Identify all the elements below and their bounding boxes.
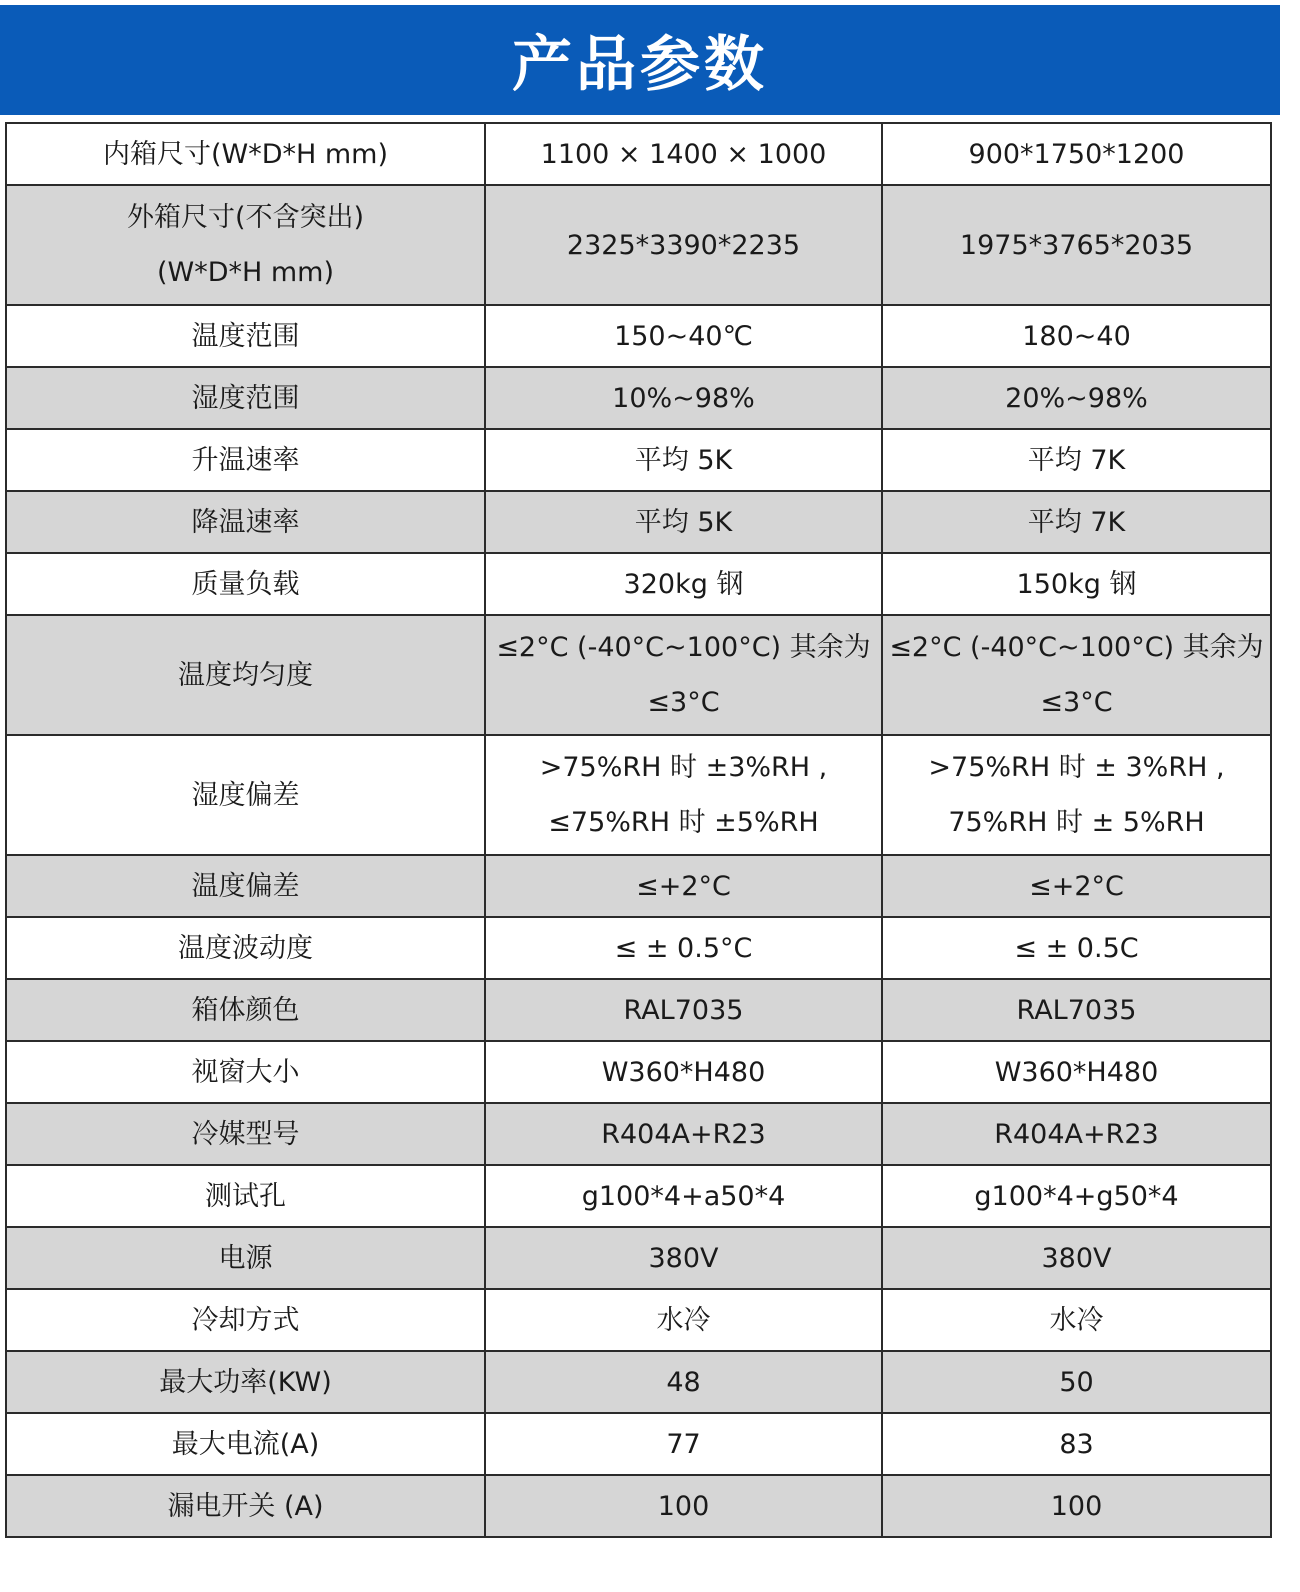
model-2-value-cell — [882, 1041, 1271, 1103]
cell-text: 温度波动度 — [178, 932, 313, 964]
cell-text: 平均 7K — [1027, 444, 1126, 476]
cell-text: 测试孔 — [205, 1180, 286, 1212]
table-row — [6, 123, 1271, 185]
cell-text: 100 — [657, 1490, 710, 1522]
param-label-cell — [6, 735, 485, 855]
cell-text: W360*H480 — [601, 1056, 766, 1088]
cell-text: 83 — [1059, 1428, 1094, 1460]
cell-text: 质量负载 — [191, 568, 300, 600]
param-label-cell — [6, 553, 485, 615]
model-1-value-cell — [485, 615, 882, 735]
model-1-value-cell — [485, 491, 882, 553]
cell-text: 冷媒型号 — [191, 1118, 300, 1150]
page-title: 产品参数 — [512, 30, 768, 100]
cell-text: R404A+R23 — [601, 1118, 766, 1150]
table-row — [6, 735, 1271, 855]
spec-table-container — [5, 122, 1270, 1538]
model-2-value-cell — [882, 553, 1271, 615]
cell-text: 100 — [1050, 1490, 1103, 1522]
cell-text: 2325*3390*2235 — [566, 229, 801, 261]
model-1-value-cell — [485, 553, 882, 615]
model-1-value-cell — [485, 735, 882, 855]
cell-text: 水冷 — [1049, 1304, 1104, 1336]
cell-text: 380V — [648, 1242, 719, 1274]
param-label-cell — [6, 429, 485, 491]
cell-text: 内箱尺寸(W*D*H mm) — [102, 138, 389, 170]
cell-text: ≤2°C (-40°C~100°C) 其余为 — [496, 632, 871, 663]
cell-text: 冷却方式 — [191, 1304, 300, 1336]
table-row — [6, 491, 1271, 553]
model-2-value-cell — [882, 1475, 1271, 1537]
table-row — [6, 1351, 1271, 1413]
cell-text: g100*4+g50*4 — [974, 1180, 1179, 1212]
model-1-value-cell — [485, 855, 882, 917]
model-2-value-cell — [882, 305, 1271, 367]
param-label-cell — [6, 367, 485, 429]
cell-text: 10%~98% — [612, 382, 755, 414]
model-1-value-cell — [485, 917, 882, 979]
cell-text: 50 — [1059, 1366, 1094, 1398]
model-2-value-cell — [882, 1103, 1271, 1165]
param-label-cell — [6, 1413, 485, 1475]
model-2-value-cell — [882, 123, 1271, 185]
table-row — [6, 305, 1271, 367]
cell-text: 380V — [1041, 1242, 1112, 1274]
cell-text: 降温速率 — [191, 506, 300, 538]
model-1-value-cell — [485, 979, 882, 1041]
cell-text: 箱体颜色 — [191, 994, 300, 1026]
cell-text: 77 — [666, 1428, 701, 1460]
cell-text: 湿度偏差 — [191, 779, 300, 811]
model-2-value-cell — [882, 1413, 1271, 1475]
param-label-cell — [6, 917, 485, 979]
cell-text: >75%RH 时 ±3%RH , — [539, 752, 828, 783]
model-1-value-cell — [485, 429, 882, 491]
model-1-value-cell — [485, 1413, 882, 1475]
cell-text: 温度范围 — [191, 320, 300, 352]
param-label-cell — [6, 1351, 485, 1413]
param-label-cell — [6, 979, 485, 1041]
model-2-value-cell — [882, 615, 1271, 735]
spec-table — [5, 122, 1272, 1538]
cell-text: 最大功率(KW) — [159, 1366, 332, 1398]
param-label-cell — [6, 185, 485, 305]
cell-text: 320kg 钢 — [623, 568, 744, 600]
param-label-cell — [6, 305, 485, 367]
table-row — [6, 979, 1271, 1041]
cell-text: RAL7035 — [1016, 994, 1137, 1026]
model-2-value-cell — [882, 979, 1271, 1041]
param-label-cell — [6, 491, 485, 553]
cell-text: 150kg 钢 — [1016, 568, 1137, 600]
cell-text: ≤ ± 0.5C — [1014, 932, 1139, 964]
cell-text: 电源 — [218, 1242, 273, 1274]
cell-text: 900*1750*1200 — [968, 138, 1185, 170]
model-2-value-cell — [882, 735, 1271, 855]
table-row — [6, 1475, 1271, 1537]
cell-text: 温度偏差 — [191, 870, 300, 902]
model-1-value-cell — [485, 1289, 882, 1351]
table-row — [6, 1165, 1271, 1227]
model-1-value-cell — [485, 1103, 882, 1165]
model-2-value-cell — [882, 429, 1271, 491]
param-label-cell — [6, 123, 485, 185]
cell-text: 温度均匀度 — [178, 659, 313, 691]
cell-text: 升温速率 — [191, 444, 300, 476]
cell-text: 1100 × 1400 × 1000 — [540, 138, 827, 170]
model-2-value-cell — [882, 367, 1271, 429]
model-2-value-cell — [882, 1289, 1271, 1351]
cell-text: 1975*3765*2035 — [959, 229, 1194, 261]
cell-text: 48 — [666, 1366, 701, 1398]
cell-text: ≤3°C — [647, 687, 720, 718]
param-label-cell — [6, 1289, 485, 1351]
cell-text: ≤+2°C — [636, 870, 731, 902]
param-label-cell — [6, 1227, 485, 1289]
cell-text: 视窗大小 — [191, 1056, 300, 1088]
table-row — [6, 855, 1271, 917]
table-row — [6, 615, 1271, 735]
param-label-cell — [6, 1165, 485, 1227]
table-row — [6, 1227, 1271, 1289]
model-1-value-cell — [485, 1475, 882, 1537]
model-2-value-cell — [882, 917, 1271, 979]
table-row — [6, 1103, 1271, 1165]
cell-text: 20%~98% — [1005, 382, 1148, 414]
param-label-cell — [6, 855, 485, 917]
cell-text: 平均 7K — [1027, 506, 1126, 538]
model-2-value-cell — [882, 185, 1271, 305]
table-row — [6, 553, 1271, 615]
table-row — [6, 1289, 1271, 1351]
param-label-cell — [6, 615, 485, 735]
table-row — [6, 367, 1271, 429]
cell-text: 平均 5K — [634, 444, 733, 476]
table-row — [6, 1413, 1271, 1475]
model-1-value-cell — [485, 1351, 882, 1413]
model-1-value-cell — [485, 305, 882, 367]
cell-text: 180~40 — [1022, 320, 1131, 352]
model-2-value-cell — [882, 855, 1271, 917]
model-1-value-cell — [485, 185, 882, 305]
table-row — [6, 917, 1271, 979]
model-2-value-cell — [882, 1165, 1271, 1227]
table-row — [6, 1041, 1271, 1103]
param-label-cell — [6, 1475, 485, 1537]
model-2-value-cell — [882, 1351, 1271, 1413]
model-1-value-cell — [485, 123, 882, 185]
param-label-cell — [6, 1103, 485, 1165]
cell-text: ≤+2°C — [1029, 870, 1124, 902]
cell-text: ≤3°C — [1040, 687, 1113, 718]
table-row — [6, 185, 1271, 305]
title-banner — [0, 5, 1280, 115]
param-label-cell — [6, 1041, 485, 1103]
cell-text: g100*4+a50*4 — [581, 1180, 786, 1212]
cell-text: W360*H480 — [994, 1056, 1159, 1088]
cell-text: RAL7035 — [623, 994, 744, 1026]
cell-text: 平均 5K — [634, 506, 733, 538]
cell-text: ≤2°C (-40°C~100°C) 其余为 — [889, 632, 1264, 663]
cell-text: (W*D*H mm) — [156, 257, 335, 288]
cell-text: ≤ ± 0.5°C — [614, 932, 753, 964]
cell-text: 75%RH 时 ± 5%RH — [948, 807, 1205, 838]
model-2-value-cell — [882, 1227, 1271, 1289]
cell-text: 漏电开关 (A) — [167, 1490, 324, 1522]
cell-text: 150~40℃ — [614, 320, 753, 352]
cell-text: ≤75%RH 时 ±5%RH — [548, 807, 819, 838]
model-1-value-cell — [485, 367, 882, 429]
spec-table-body — [6, 123, 1271, 1537]
model-1-value-cell — [485, 1227, 882, 1289]
cell-text: 水冷 — [656, 1304, 711, 1336]
cell-text: R404A+R23 — [994, 1118, 1159, 1150]
cell-text: 外箱尺寸(不含突出) — [126, 202, 365, 233]
model-1-value-cell — [485, 1165, 882, 1227]
table-row — [6, 429, 1271, 491]
model-1-value-cell — [485, 1041, 882, 1103]
model-2-value-cell — [882, 491, 1271, 553]
cell-text: >75%RH 时 ± 3%RH , — [928, 752, 1225, 783]
cell-text: 湿度范围 — [191, 382, 300, 414]
cell-text: 最大电流(A) — [171, 1428, 320, 1460]
